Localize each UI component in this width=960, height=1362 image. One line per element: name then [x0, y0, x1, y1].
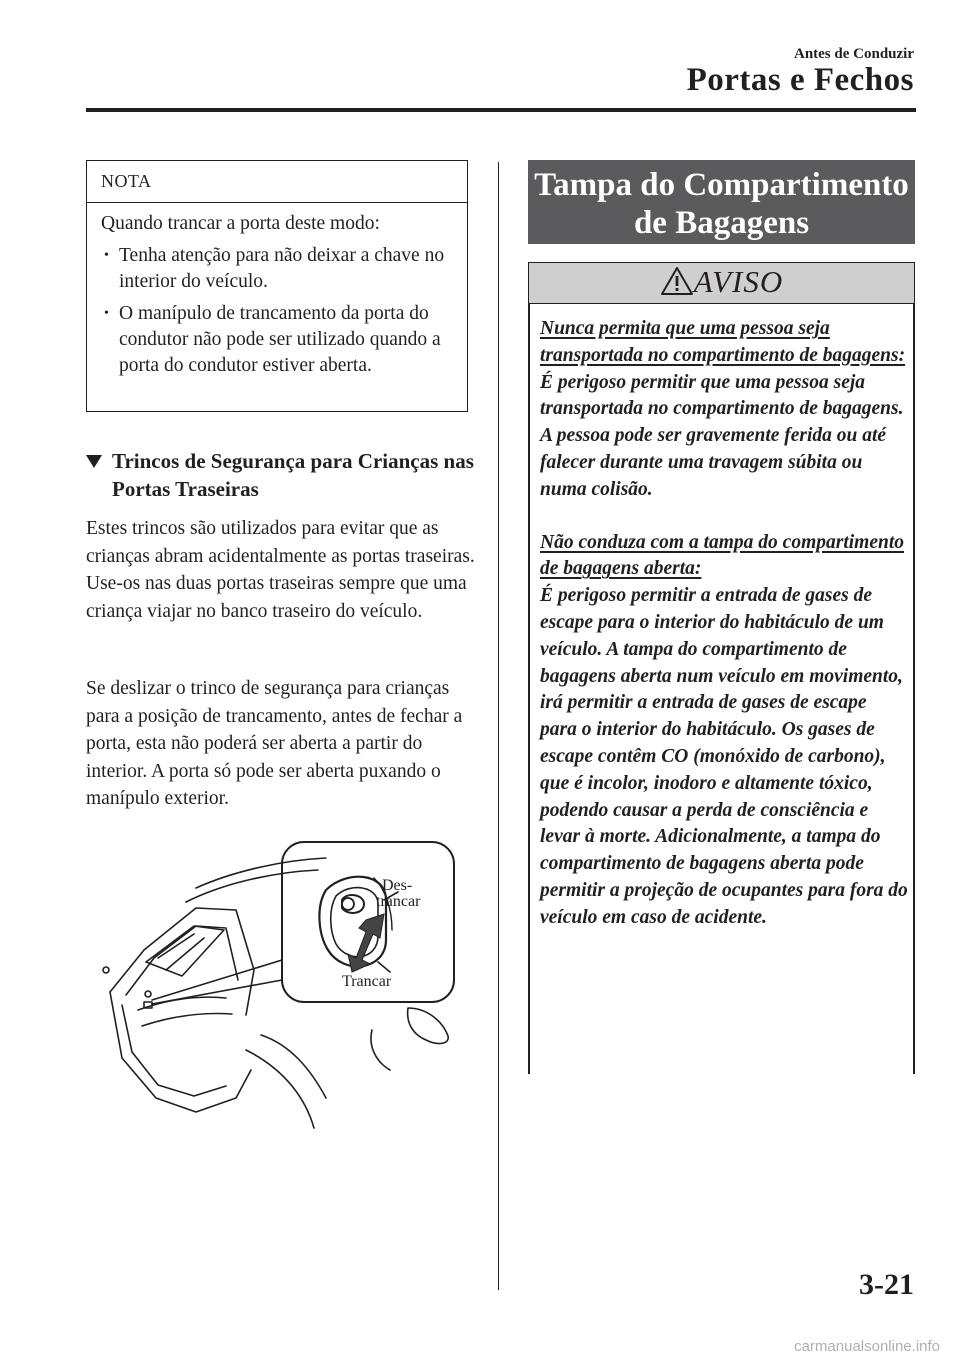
unlock-label-line2: trancar: [376, 893, 421, 910]
section-banner: [528, 160, 915, 244]
warning-text: É perigoso permitir a entrada de gases de escape para o interior do habitáculo de um veículo. A tampa do compartimento de bagagens aberta num veículo em movimento, irá permitir a entrada de gases de escape para o interior do habitáculo. Os gases de escape contêm CO (monóxido de carbono), que é incolor, inodoro e altamente tóxico, podendo causar a perda de consciência e levar à morte. Adicionalmente, a tampa do compartimento de bagagens aberta pode permitir a projeção de ocupantes para fora do veículo em caso de acidente.: [540, 585, 908, 928]
warning-heading: Nunca permita que uma pessoa seja transportada no compartimento de bagagens:: [540, 318, 906, 366]
column-divider: [498, 162, 499, 1290]
paragraph: Estes trincos são utilizados para evitar que as crianças abram acidentalmente as portas traseiras. Use-os nas duas portas traseiras sempre que uma criança viajar no banco traseiro do veículo.: [86, 518, 475, 622]
warning-text: É perigoso permitir que uma pessoa seja transportada no compartimento de bagagens. A pessoa pode ser gravemente ferida ou até falecer durante uma travagem súbita ou numa colisão.: [540, 371, 904, 500]
banner-line-1: Tampa do Compartimento: [534, 167, 909, 203]
paragraph: Se deslizar o trinco de segurança para crianças para a posição de trancamento, antes de fechar a porta, esta não poderá ser aberta a partir do interior. A porta só pode ser aberta puxando o manípulo exterior.: [86, 678, 463, 809]
warning-border-right: [913, 304, 915, 1074]
unlock-label: Des-: [382, 877, 413, 894]
warning-spacer: [540, 504, 908, 530]
page-number: 3-21: [859, 1268, 914, 1301]
warning-heading: Não conduza com a tampa do compartimento de bagagens aberta:: [540, 531, 905, 580]
section-title: Portas e Fechos: [686, 62, 914, 98]
warning-header: [528, 262, 915, 304]
note-heading: NOTA: [87, 161, 467, 203]
chapter-title: Antes de Conduzir: [793, 46, 914, 62]
subsection-heading: [86, 447, 476, 503]
lock-label: Trancar: [342, 973, 392, 990]
triangle-marker-icon: [86, 455, 102, 468]
subsection-heading-text: Trincos de Segurança para Crianças nas Portas Traseiras: [112, 449, 474, 501]
note-intro: Quando trancar a porta deste modo:: [101, 213, 380, 234]
warning-triangle-icon: [660, 266, 694, 296]
header-rule: [86, 108, 916, 112]
warning-body: [540, 316, 908, 932]
child-lock-illustration: [86, 830, 470, 1130]
note-box: [86, 160, 468, 412]
warning-title: AVISO: [693, 264, 784, 299]
note-bullet: • Tenha atenção para não deixar a chave no interior do veículo.: [101, 243, 457, 295]
watermark-url: carmanualsonline.info: [794, 1338, 940, 1355]
note-body: [87, 203, 467, 379]
warning-border-left: [528, 304, 530, 1074]
note-bullet: • O manípulo de trancamento da porta do condutor não pode ser utilizado quando a porta do condutor estiver aberta.: [101, 301, 457, 379]
door-latch-diagram: [86, 830, 470, 1130]
banner-line-2: de Bagagens: [633, 205, 810, 241]
